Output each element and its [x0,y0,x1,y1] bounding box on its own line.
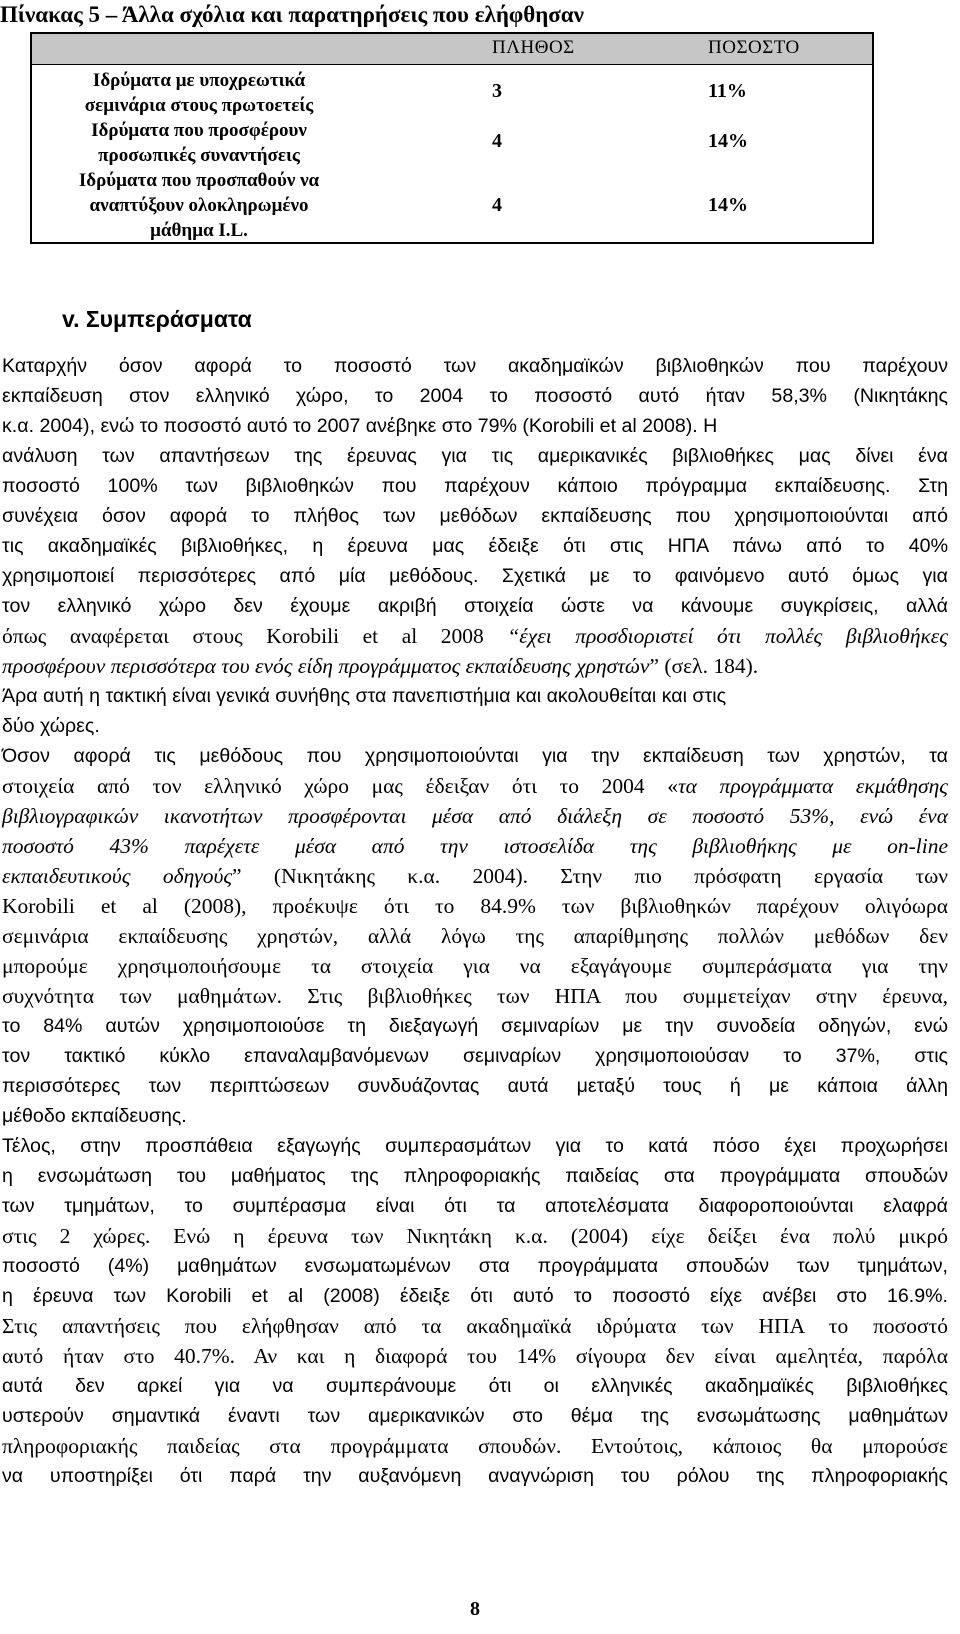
text-run: χρησιμοποιεί περισσότερες από μία μεθόδους. Σχετικά με το φαινόμενο αυτό όμως για [2,565,948,587]
text-run: ποσοστό 43% παρέχετε μέσα από την ιστοσελίδα της βιβλιοθήκης με on-line [2,834,948,858]
text-line [2,501,948,531]
row-label [48,118,350,168]
text-line [2,1341,948,1371]
row-percent: 14% [708,194,748,216]
row-percent: 14% [708,130,748,152]
row-count: 4 [492,194,502,216]
text-line [2,1221,948,1251]
text-run: ” (Νικητάκης κ.α. 2004). Στην πιο πρόσφατη εργασία των [232,864,948,888]
text-line [2,711,948,741]
text-line [2,741,948,771]
text-line [2,411,948,441]
text-run: συχνότητα των μαθημάτων. Στις βιβλιοθήκες των ΗΠΑ που συμμετείχαν στην έρευνα, [2,984,948,1008]
text-line [2,1311,948,1341]
text-line [2,591,948,621]
row-label-line: μάθημα I.L. [150,220,248,241]
text-run: στοιχεία από τον ελληνικό χώρο μας έδειξαν ότι το 2004 « [2,774,678,798]
text-run: τα προγράμματα εκμάθησης [677,774,949,798]
text-line [2,801,948,831]
text-line [2,1191,948,1221]
text-line [2,561,948,591]
text-line [2,771,948,801]
text-line [2,1461,948,1491]
text-run: Καταρχήν όσον αφορά το ποσοστό των ακαδημαϊκών βιβλιοθηκών που παρέχουν [2,355,948,377]
text-run: Korobili et al 2008 [266,624,508,648]
text-run: τις ακαδημαϊκές βιβλιοθήκες, η έρευνα μας έδειξε ότι στις ΗΠΑ πάνω από το 40% [2,535,948,557]
text-run: στις 2 χώρες. Ενώ η έρευνα των Νικητάκη κ.α. (2004) είχε δείξει ένα πολύ μικρό [2,1224,948,1248]
row-label-line: Ιδρύματα με υποχρεωτικά [92,70,306,91]
text-line [2,951,948,981]
text-run: Στις απαντήσεις που ελήφθησαν από τα ακαδημαϊκά ιδρύματα των ΗΠΑ το ποσοστό [2,1314,948,1338]
text-line [2,681,948,711]
text-run: προσφέρουν περισσότερα του ενός είδη προγράμματος εκπαίδευσης χρηστών [2,654,650,678]
row-label [48,68,350,118]
text-run: σεμινάρια εκπαίδευσης χρηστών, αλλά λόγω της απαρίθμησης πολλών μεθόδων δεν [2,924,948,948]
text-line [2,1011,948,1041]
text-run: ποσοστό 100% των βιβλιοθηκών που παρέχουν κάποιο πρόγραμμα εκπαίδευσης. Στη [2,475,948,497]
text-run: όπως αναφέρεται στους [2,624,267,648]
text-run: “έχει προσδιοριστεί ότι πολλές βιβλιοθήκες [507,624,949,648]
text-line [2,1041,948,1071]
row-label-line: αναπτύξουν ολοκληρωμένο [89,195,309,216]
text-run: αυτά δεν αρκεί για να συμπεράνουμε ότι οι ελληνικές ακαδημαϊκές βιβλιοθήκες [2,1375,948,1397]
text-run: τον τακτικό κύκλο επαναλαμβανόμενων σεμιναρίων χρησιμοποιούσαν το 37%, στις [2,1045,948,1067]
text-line [2,381,948,411]
row-label-line: Ιδρύματα που προσφέρουν [91,120,307,141]
row-count: 4 [492,130,502,152]
row-label-line: προσωπικές συναντήσεις [98,145,300,166]
text-run: βιβλιογραφικών ικανοτήτων προσφέρονται μέσα από διάλεξη σε ποσοστό 53%, ενώ ένα [2,804,948,828]
text-run: κ.α. 2004), ενώ το ποσοστό αυτό το 2007 ανέβηκε στο 79% (Korobili et al 2008). Η [2,415,718,437]
text-line [2,1251,948,1281]
text-run: η ενσωμάτωση του μαθήματος της πληροφοριακής παιδείας στα προγράμματα σπουδών [2,1165,948,1187]
body-text [2,351,948,1491]
text-run: πληροφοριακής παιδείας στα προγράμματα σπουδών. Εντούτοις, κάποιος θα μπορούσε [2,1434,948,1458]
text-run: τον ελληνικό χώρο δεν έχουμε ακριβή στοιχεία ώστε να κάνουμε συγκρίσεις, αλλά [2,595,948,617]
row-count: 3 [492,80,502,102]
text-line [2,891,948,921]
text-line [2,1071,948,1101]
text-line [2,1431,948,1461]
table-caption: Πίνακας 5 – Άλλα σχόλια και παρατηρήσεις που ελήφθησαν [0,2,584,27]
text-line [2,351,948,381]
text-run: μπορούμε χρησιμοποιήσουμε τα στοιχεία για να εξαγάγουμε συμπεράσματα για την [2,954,948,978]
text-line [2,1401,948,1431]
table-header-row [32,34,872,65]
header-percent: ΠΟΣΟΣΤΟ [708,37,800,58]
text-run: εκπαιδευτικούς οδηγούς [2,864,233,888]
text-line [2,921,948,951]
text-line [2,621,948,651]
text-run: περισσότερες των περιπτώσεων συνδυάζοντας αυτά μεταξύ τους ή με κάποια άλλη [2,1075,948,1097]
text-run: υστερούν σημαντικά έναντι των αμερικανικών στο θέμα της ενσωμάτωσης μαθημάτων [2,1405,948,1427]
text-line [2,861,948,891]
text-line [2,1281,948,1311]
row-label-line: σεμινάρια στους πρωτοετείς [84,95,314,116]
text-line [2,981,948,1011]
text-run: ” (σελ. 184). [649,654,759,678]
text-line [2,651,948,681]
text-line [2,1371,948,1401]
text-run: μέθοδο εκπαίδευσης. [2,1105,187,1127]
text-line [2,831,948,861]
text-run: ανάλυση των απαντήσεων της έρευνας για τις αμερικανικές βιβλιοθήκες μας δίνει ένα [2,445,948,467]
text-run: η έρευνα των Korobili et al (2008) έδειξε ότι αυτό το ποσοστό είχε ανέβει στο 16.9%. [2,1285,948,1307]
header-count: ΠΛΗΘΟΣ [492,37,575,58]
text-line [2,1101,948,1131]
text-line [2,1131,948,1161]
text-run: των τμημάτων, το συμπέρασμα είναι ότι τα αποτελέσματα διαφοροποιούνται ελαφρά [2,1195,948,1217]
text-run: Άρα αυτή η τακτική είναι γενικά συνήθης στα πανεπιστήμια και ακολουθείται και στις [2,685,727,707]
row-percent: 11% [708,80,747,102]
text-line [2,1161,948,1191]
text-line [2,531,948,561]
text-run: συνέχεια όσον αφορά το πλήθος των μεθόδων εκπαίδευσης που χρησιμοποιούνται από [2,505,948,527]
results-table [30,32,874,244]
text-run: το 84% αυτών χρησιμοποιούσε τη διεξαγωγή σεμιναρίων με την συνοδεία οδηγών, ενώ [2,1015,948,1037]
row-label-line: Ιδρύματα που προσπαθούν να [78,170,320,191]
text-run: εκπαίδευση στον ελληνικό χώρο, το 2004 το ποσοστό αυτό ήταν 58,3% (Νικητάκης [2,385,948,407]
text-line [2,441,948,471]
page-number: 8 [470,1598,480,1620]
text-run: Τέλος, στην προσπάθεια εξαγωγής συμπερασμάτων για το κατά πόσο έχει προχωρήσει [2,1135,948,1157]
text-run: Korobili et al (2008), προέκυψε ότι το 84.9% των βιβλιοθηκών παρέχουν ολιγόωρα [2,894,948,918]
text-run: δύο χώρες. [2,715,100,737]
text-run: ποσοστό (4%) μαθημάτων ενσωματωμένων στα προγράμματα σπουδών των τμημάτων, [2,1255,948,1277]
text-line [2,471,948,501]
text-run: αυτό ήταν στο 40.7%. Αν και η διαφορά του 14% σίγουρα δεν είναι αμελητέα, παρόλα [2,1344,948,1368]
row-label [48,168,350,243]
text-run: Όσον αφορά τις μεθόδους που χρησιμοποιούνται για την εκπαίδευση των χρηστών, τα [2,745,948,767]
section-heading: v. Συμπεράσματα [62,306,252,332]
text-run: να υποστηρίξει ότι παρά την αυξανόμενη αναγνώριση του ρόλου της πληροφοριακής [2,1465,948,1487]
